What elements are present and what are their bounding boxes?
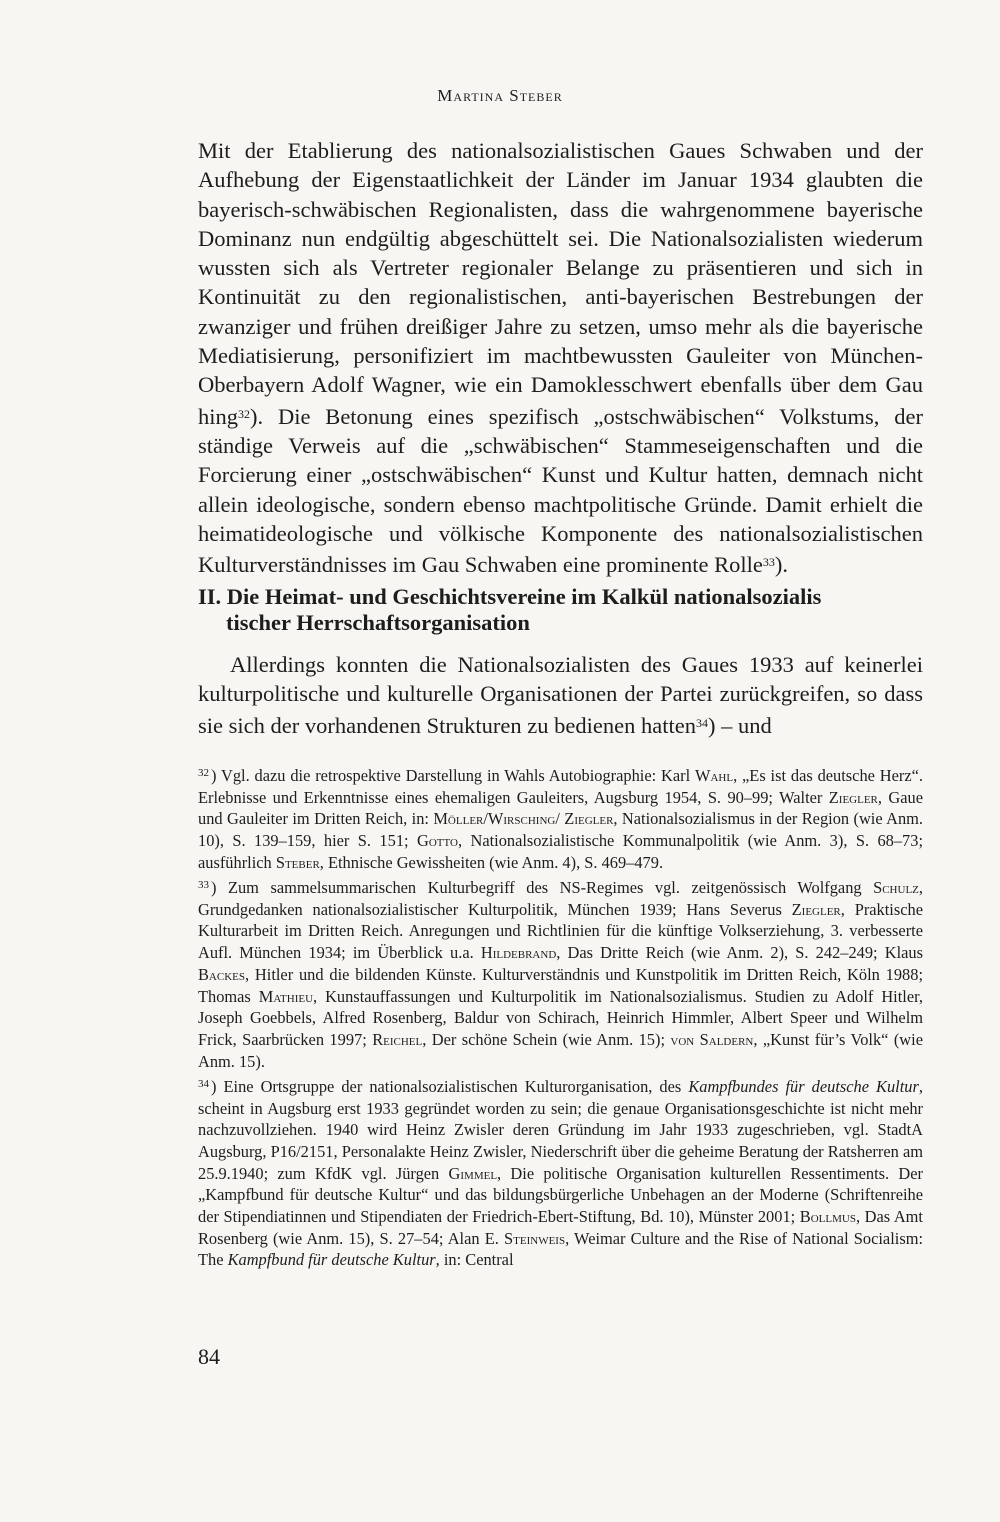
footnote-text: , Nationalsozialismus in der Region (wie Anm. 10), S. 139–159, hier S. 151; xyxy=(198,809,923,851)
footnote-text: , Ethnische Gewissheiten (wie Anm. 4), S. 469–479. xyxy=(319,852,664,872)
footnote-text: , Die politische Organisation kulturellen Ressentiments. Der „Kampfbund für deutsche Kultur“ und das bildungsbürgerliche Unbehagen an der Moderne (Schriftenreihe der Stipendiatinnen und Stipendiaten der Friedrich-Ebert-Stiftung, Bd. 10), Münster 2001; xyxy=(198,1163,923,1227)
footnote-text: , scheint in Augsburg erst 1933 gegründet worden zu sein; die genaue Organisationsgeschichte ist nicht mehr nachzuvollziehen. 1940 wird Heinz Zwisler deren Gründung im Jahr 1933 zugeschrieben, vgl. StadtA Augsburg, P16/2151, Personalakte Heinz Zwisler, Niederschrift über die geheime Beratung der Ratsherren am 25.9.1940; zum KfdK vgl. Jürgen xyxy=(198,1076,923,1183)
section-heading-line: tischer Herrschaftsorganisation xyxy=(226,610,530,635)
author-name: Steinweis xyxy=(504,1228,566,1248)
footnote-number: 32 xyxy=(198,767,209,779)
footnote-text: , Das Amt Rosenberg (wie Anm. 15), S. 27–54; Alan E. xyxy=(198,1207,923,1248)
author-name: Schulz xyxy=(873,878,919,898)
body-paragraph-1 xyxy=(198,136,923,579)
footnote-text: , in: Central xyxy=(435,1250,514,1270)
author-name: Ziegler xyxy=(828,787,878,807)
footnote-text: , Weimar Culture and the Rise of National Socialism: The xyxy=(198,1228,923,1270)
author-name: Möller/Wirsching/ Ziegler xyxy=(433,809,614,829)
footnote-32 xyxy=(198,763,923,874)
footnote-text: ) Eine Ortsgruppe der nationalsozialistischen Kulturorganisation, des xyxy=(211,1076,689,1096)
footnote-text: , Kunstauffassungen und Kulturpolitik im Nationalsozialismus. Studien zu Adolf Hitler, Joseph Goebbels, Alfred Rosenberg, Baldur von Schirach, Heinrich Himmler, Albert Speer und Wilhelm Frick, Saarbrücken 1997; xyxy=(198,986,923,1049)
footnote-reference[interactable]: 33 xyxy=(762,555,775,570)
footnote-text: , Das Dritte Reich (wie Anm. 2), S. 242–249; Klaus xyxy=(556,943,923,963)
page-number: 84 xyxy=(198,1344,220,1369)
footnote-text: ) Zum sammelsummarischen Kulturbegriff des NS-Regimes vgl. zeitgenössisch Wolfgang xyxy=(211,878,874,898)
footnote-reference[interactable]: 32 xyxy=(238,406,251,421)
footnote-text: , Grundgedanken nationalsozialistischer Kulturpolitik, München 1939; Hans Severus xyxy=(198,878,923,919)
footnote-text: , Nationalsozialistische Kommunalpolitik (wie Anm. 3), S. 68–73; ausführlich xyxy=(198,831,923,872)
footnote-text: , Der schöne Schein (wie Anm. 15); xyxy=(422,1029,671,1049)
footnote-text: , Hitler und die bildenden Künste. Kulturverständnis und Kunstpolitik im Dritten Reich, Köln 1988; Thomas xyxy=(198,964,923,1006)
author-name: Steber xyxy=(275,852,320,872)
author-name: Wahl xyxy=(695,766,734,785)
author-name: Mathieu xyxy=(258,986,314,1006)
author-name: Ziegler xyxy=(791,899,841,919)
body-text: ) – und xyxy=(707,712,772,738)
footnote-text: , „Es ist das deutsche Herz“. Erlebnisse und Erkenntnisse eines ehemaligen Gauleiters, Augsburg 1954, S. 90–99; Walter xyxy=(198,766,923,807)
footnote-reference[interactable]: 34 xyxy=(695,715,708,730)
author-name: Gotto xyxy=(417,831,458,851)
body-text: Mit der Etablierung des nationalsozialistischen Gaues Schwaben und der Aufhebung der Eigenstaatlichkeit der Länder im Januar 1934 glaubten die bayerisch-schwäbischen Regionalisten, dass die wahrgenommene bayerische Dominanz nun endgültig abgeschüttelt sei. Die Nationalsozialisten wiederum wussten sich als Vertreter regionaler Belange zu präsentieren und sich in Kontinuität zu den regionalistischen, anti-bayerischen Bestrebungen der zwanziger und frühen dreißiger Jahre zu setzen, umso mehr als die bayerische Mediatisierung, personifiziert im machtbewussten Gauleiter von München-Oberbayern Adolf Wagner, wie ein Damoklesschwert ebenfalls über dem Gau hing xyxy=(198,138,923,429)
author-name: Hildebrand xyxy=(480,943,557,963)
footnote-text: , Praktische Kulturarbeit im Dritten Reich. Anregungen und Richtlinien für die künftige Volkserziehung, 3. verbesserte Aufl. München 1934; im Überblick u.a. xyxy=(198,899,923,963)
body-text: Allerdings konnten die Nationalsozialisten des Gaues 1933 auf keinerlei kulturpolitische und kulturelle Organisationen der Partei zurückgreifen, so dass sie sich der vorhandenen Strukturen zu bedienen hatten xyxy=(198,652,923,738)
body-text: ). Die Betonung eines spezifisch „ostschwäbischen“ Volkstums, der ständige Verweis auf die „schwäbischen“ Stammeseigenschaften und die Forcierung einer „ostschwäbischen“ Kunst und Kultur hatten, demnach nicht allein ideologische, sondern ebenso machtpolitische Gründe. Damit erhielt die heimatideologische und völkische Komponente des nationalsozialistischen Kulturverständnisses im Gau Schwaben eine prominente Rolle xyxy=(198,403,923,578)
author-name: von Saldern xyxy=(670,1029,754,1049)
footnotes xyxy=(198,763,923,1273)
footnote-text: , „Kunst für’s Volk“ (wie Anm. 15). xyxy=(198,1029,923,1071)
footnote-34 xyxy=(198,1074,923,1271)
section-heading-line: II. Die Heimat- und Geschichtsvereine im Kalkül nationalsozialis xyxy=(198,584,822,609)
footnote-33 xyxy=(198,875,923,1072)
footnote-text: , Gaue und Gauleiter im Dritten Reich, in: xyxy=(198,787,923,829)
author-name: Reichel xyxy=(372,1029,423,1049)
section-heading xyxy=(198,584,923,636)
italic-title: Kampfbundes für deutsche Kultur xyxy=(688,1076,919,1096)
italic-title: Kampfbund für deutsche Kultur xyxy=(227,1250,436,1270)
running-head: Martina Steber xyxy=(437,86,563,105)
footnote-number: 33 xyxy=(198,879,209,892)
author-name: Bollmus xyxy=(799,1207,856,1227)
body-paragraph-2 xyxy=(198,650,923,740)
author-name: Backes xyxy=(198,964,245,984)
footnote-number: 34 xyxy=(198,1077,209,1090)
body-text: ). xyxy=(774,552,788,578)
author-name: Gimmel xyxy=(448,1163,498,1183)
footnote-text: ) Vgl. dazu die retrospektive Darstellung in Wahls Autobiographie: Karl xyxy=(211,766,695,785)
